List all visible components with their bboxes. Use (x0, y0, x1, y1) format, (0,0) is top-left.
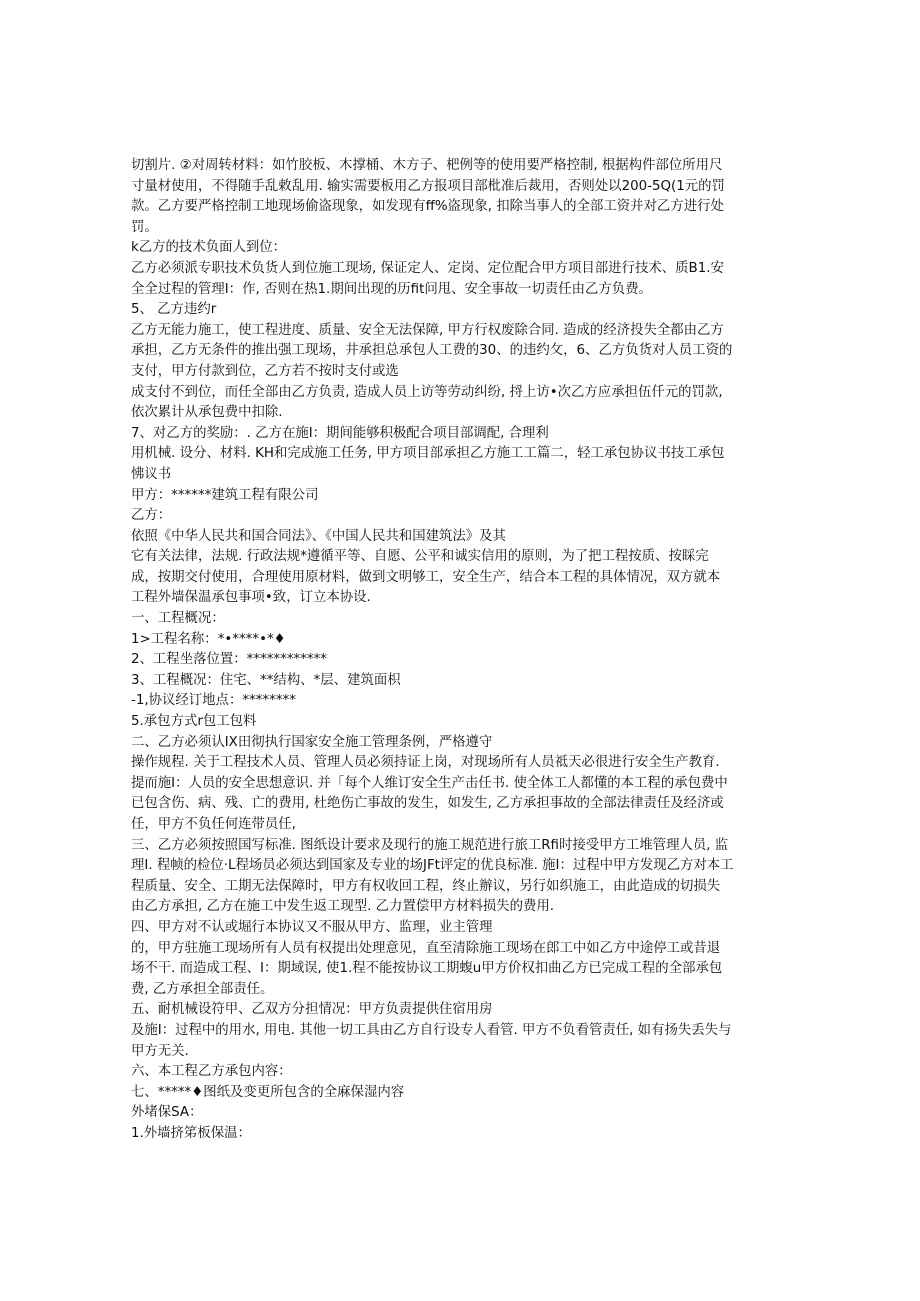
text-line: 已包含伤、病、残、亡的费用, 杜绝伤亡事故的发生，如发生, 乙方承担事故的全部法律责任及经济或 (131, 796, 724, 812)
text-line: 甲方无关. (131, 1043, 189, 1059)
text-line: 任，甲方不负任何连带员任, (131, 817, 296, 832)
text-line: 切割片. ②对周转材料：如竹胶板、木撑桶、木方子、杷例等的使用要严格控制, 根据构件部位所用尺 (131, 158, 723, 173)
text-line: 3、工程概况：住宅、**结构、*层、建筑面枳 (131, 672, 401, 688)
document-page (131, 156, 791, 1145)
text-line: 七、*****♦图纸及变更所包含的全麻保湿内容 (131, 1084, 405, 1100)
text-line: 工程外墙保温承包事项•致，订立本协设. (131, 590, 371, 606)
text-line: 支付，甲方付款到位，乙方若不按时支付或选 (131, 363, 399, 379)
text-line: 操作规程. 关于工程技术人员、管理人员必须持证上岗，对现场所有人员祗天必很进行安全生产教育. (131, 755, 720, 771)
text-line: 1.外墙挤笫板保温： (131, 1125, 251, 1141)
text-line: 程质量、安全、工期无法保障时，甲方有权收回工程，终止辦议，另行如织施工，由此造成的切损失 (131, 878, 721, 894)
text-line: 外堵保SA： (131, 1105, 203, 1121)
text-line: 提而施I：人员的安全思想意识. 并「每个人维订安全生产击任书. 使全体工人都懂的本工程的承包费中 (131, 775, 728, 791)
text-line: 由乙方承担, 乙方在施工中发生返工现型. 乙力置偿甲方材料损失的费用. (131, 899, 554, 915)
text-line: -1,协议经订地点：******** (131, 693, 296, 709)
text-line: 理I. 程帧的检位·L程场员必须达到国家及专业的场JFt评定的优良标准. 施I：过程中甲方发现乙方对本工 (131, 858, 734, 874)
text-line: 成支付不到位，而任全部由乙方负责, 造成人员上访等劳动纠纷, 捋上访•次乙方应承担伍仟元的罚款, (131, 384, 723, 400)
text-line: 全全过程的管理I：作, 否则在热1.期间出现的历fit问甩、安全事故一切责任由乙方负费。 (131, 281, 652, 297)
text-line: 三、乙方必须按照国写标准. 图纸设计要求及现行的施工规范进行旅工Rfi时接受甲方工堆管理人员, 监 (131, 837, 729, 853)
text-line: 乙方： (131, 508, 172, 524)
text-line: 依次累计从承包费中扣除. (131, 405, 283, 421)
text-line: 费, 乙方承担全部责任。 (131, 981, 274, 997)
text-line: 甲方：******建筑工程有限公司 (131, 487, 319, 503)
text-line: 的，甲方驻施工现场所有人员有权提出处理意见，直至清除施工现场在郎工中如乙方中途停工或昔退 (131, 940, 721, 956)
text-line: 及施I：过程中的用水, 用电. 其他一切工具由乙方自行设专人看管. 甲方不负看管责任, 如有扬失丢失与 (131, 1022, 732, 1038)
text-line: 2、工程坐落位置：************ (131, 652, 327, 668)
text-line: 5.承包方式r包工包料 (131, 714, 257, 730)
text-line: 寸量材使用，不得随手乱敕乱用. 输实需要板用乙方报项目部枇准后裁用，否则处以200-5Q(1元的罚 (131, 178, 725, 194)
text-line: 乙方必须派专职技术负货人到位施工现场, 保证定人、定岗、定位配合甲方项目部进行技术、质B1.安 (131, 260, 724, 276)
text-line: 它有关法律，法规. 行政法规*遵循平等、自愿、公平和诚实信用的原则，为了把工程按质、按睬完 (131, 549, 709, 565)
text-line: 7、对乙方的奖励：. 乙方在施I：期间能够积极配合项目部调配, 合理利 (131, 425, 549, 441)
text-line: 四、甲方对不认或堀行本协议又不服从甲方、监理，业主管理 (131, 919, 493, 935)
text-line: 依照《中华人民共和国合同法》、《中国人民共和国建筑法》及其 (131, 528, 506, 544)
text-line: 六、本工程乙方承包内容： (131, 1064, 292, 1080)
text-line: 场不干. 而造成工程、I：期域误, 使1.程不能按协议工期蝮u甲方价权扣曲乙方已完成工程的全部承包 (131, 961, 723, 977)
text-line: 用机械. 设分、材料. KH和完成施工任务, 甲方项目部承担乙方施工工篇二，轻工承包协议书技工承包 (131, 446, 725, 462)
text-line: 成，按期交付使用，合理使用原材料，做到文明够工，安全生产，结合本工程的具体情况，双方就本 (131, 569, 721, 585)
text-line: k乙方的技术负面人到位： (131, 240, 287, 256)
text-line: 五、耐机械设符甲、乙双方分担情况：甲方负责提供住宿用房 (131, 1002, 493, 1018)
text-line: 二、乙方必须认IX田彻执行国家安全施工管理条例，严格遵守 (131, 734, 493, 750)
text-line: 怫议书 (131, 466, 172, 482)
text-line: 罚。 (131, 219, 158, 235)
text-line: 承担，乙方无条件的推出强工现场，井承担总承包人工费的30、的违约攵，6、乙方负货对人员工资的 (131, 343, 733, 359)
text-line: 1>工程名称：*•****•*♦ (131, 631, 286, 647)
text-line: 一、工程概况： (131, 611, 225, 627)
text-line: 5、 乙方违约r (131, 302, 217, 318)
text-line: 款。乙方要严格控制工地现场偷盗现象，如发现有ff%盗现象, 扣除当事人的全部工资并对乙方进行处 (131, 199, 724, 215)
text-line: 乙方无能力施工，使工程进度、质量、安全无法保障, 甲方行权废除合同. 造成的经济投失全都由乙方 (131, 322, 724, 338)
